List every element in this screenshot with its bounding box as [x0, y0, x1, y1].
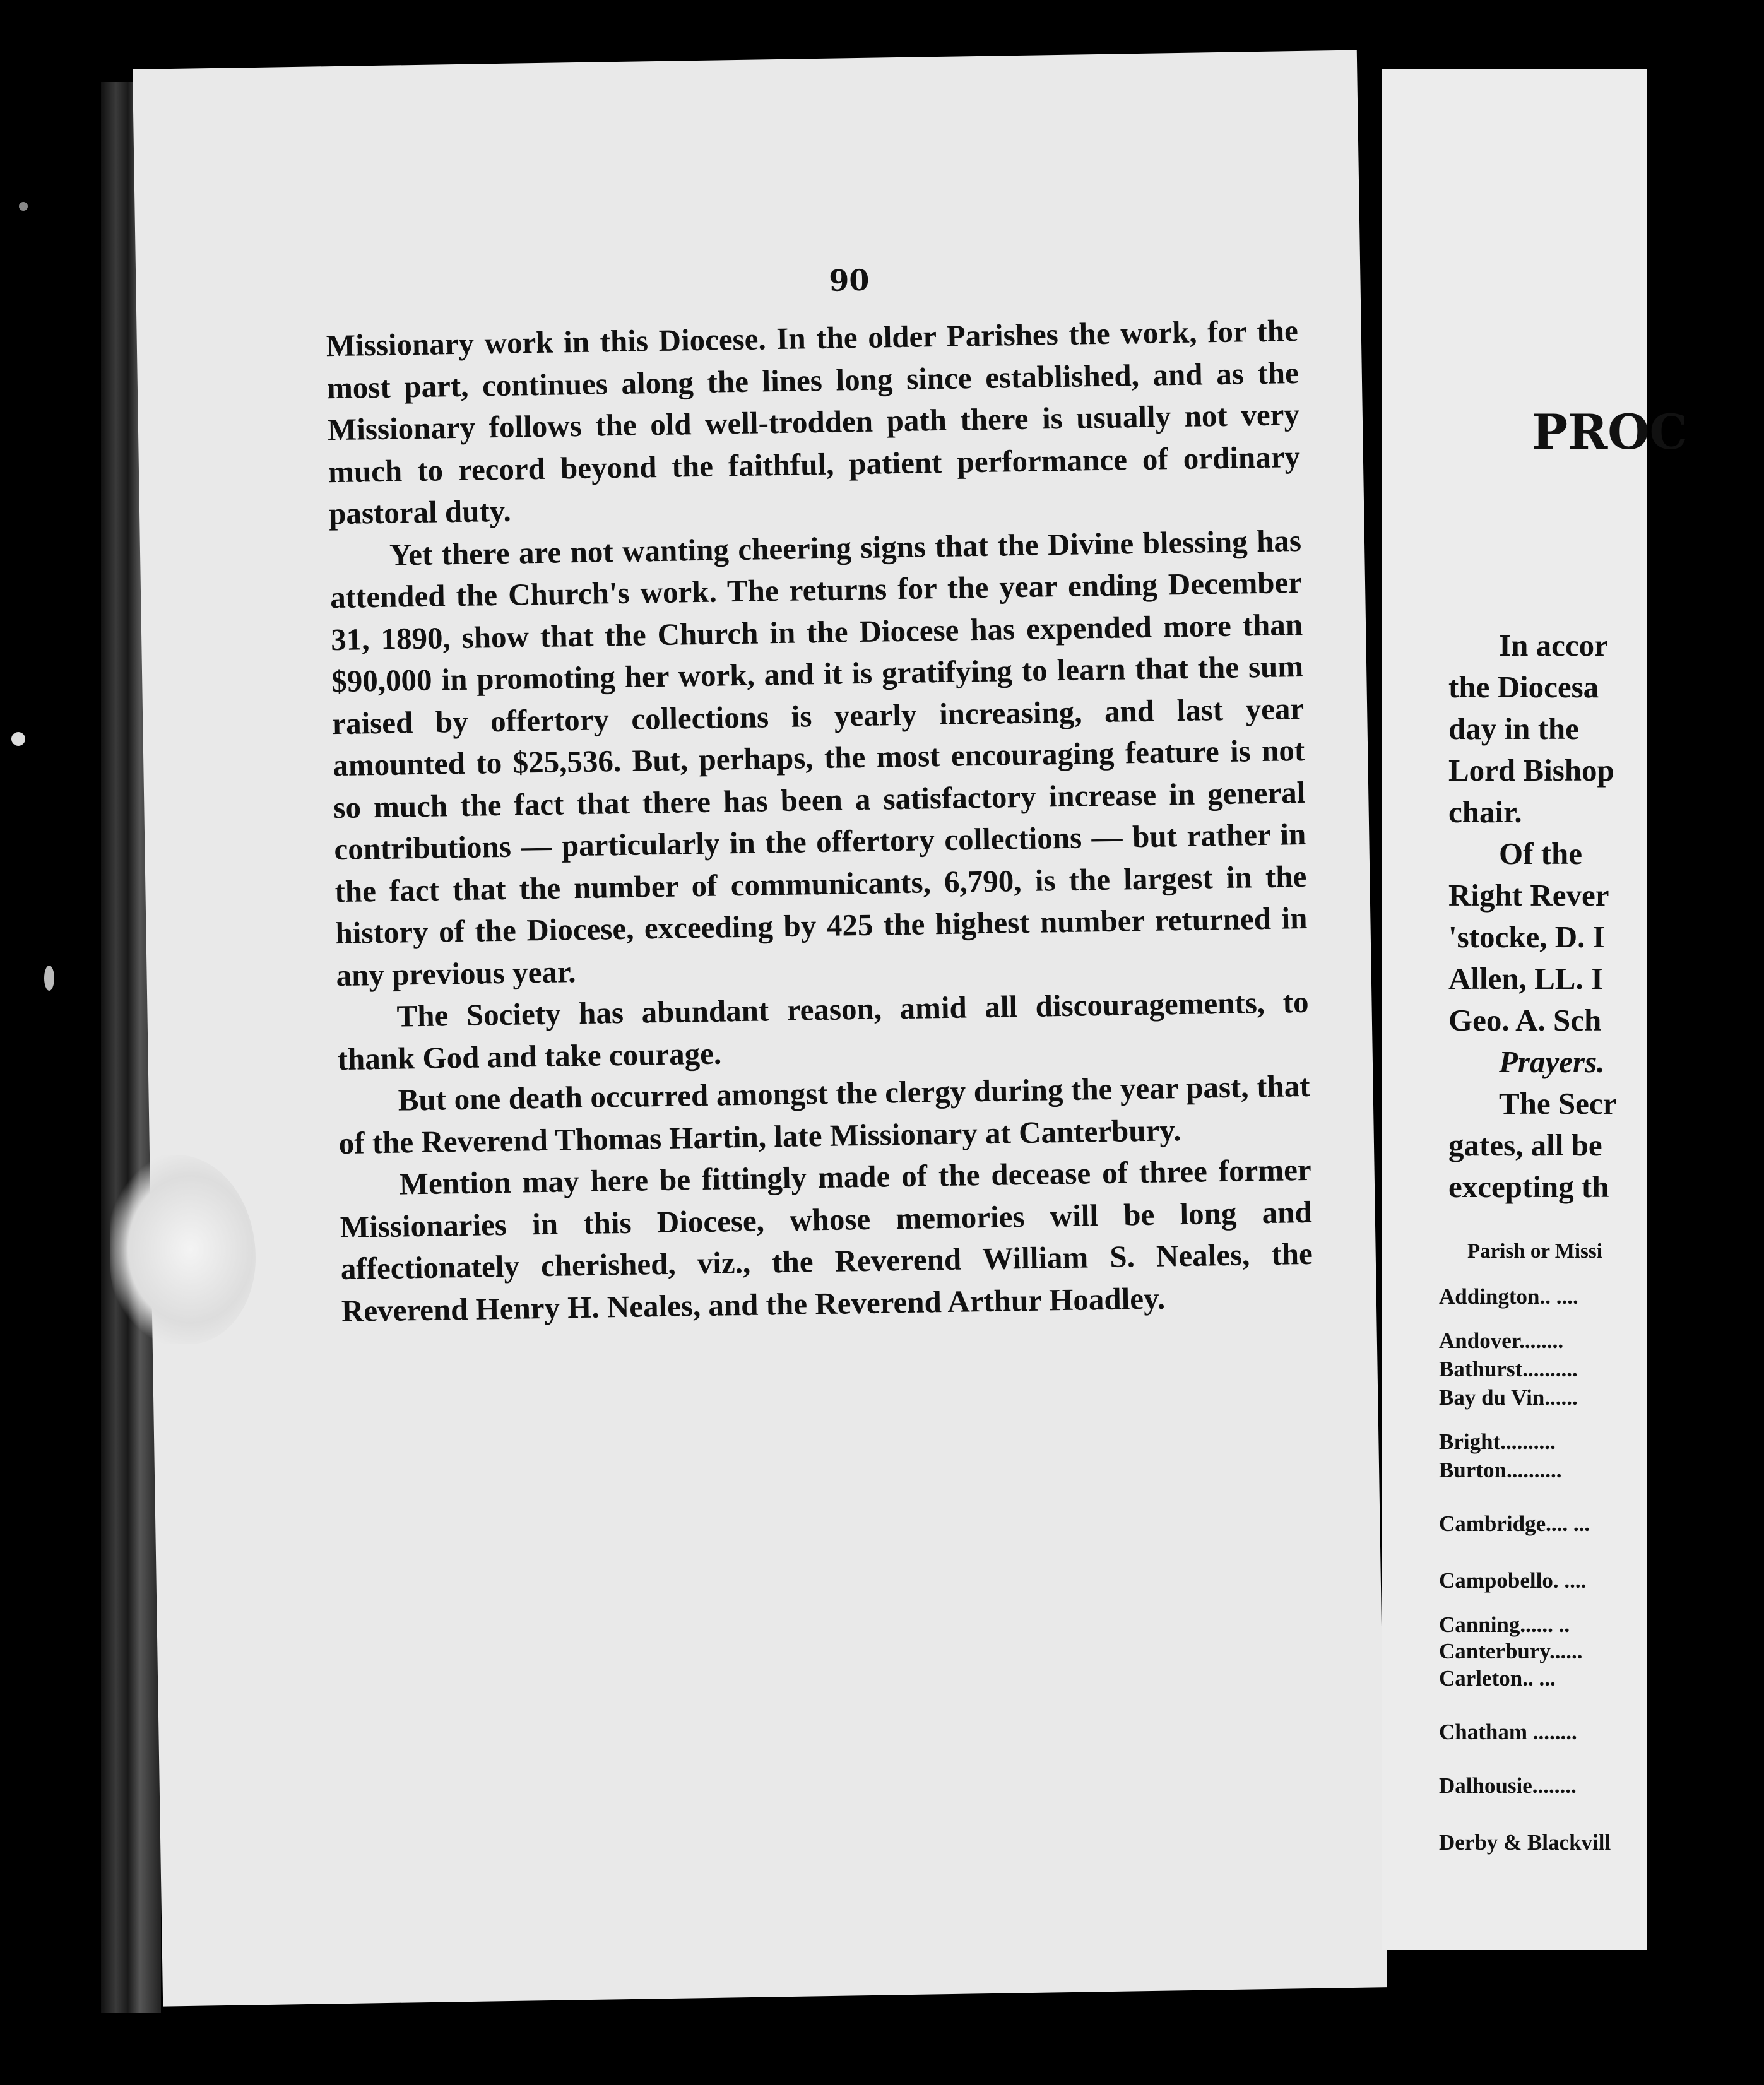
right-page-text — [1448, 625, 1764, 1208]
text-line: Prayers. — [1499, 1044, 1605, 1079]
parish-entry: Bright.......... — [1439, 1429, 1556, 1454]
right-page-heading: PROC — [1532, 404, 1688, 460]
page-number: 90 — [828, 263, 870, 298]
parish-entry: Burton.......... — [1439, 1458, 1562, 1482]
dust-speck — [44, 966, 54, 991]
text-line: chair. — [1448, 794, 1522, 829]
text-line: In accor — [1499, 628, 1608, 663]
right-page — [1382, 69, 1688, 1950]
parish-entry: Canterbury...... — [1439, 1639, 1583, 1663]
parish-entry: Andover........ — [1439, 1328, 1564, 1353]
text-line: Of the — [1499, 836, 1582, 871]
parish-entry: Carleton.. ... — [1439, 1666, 1556, 1691]
parish-entry: Dalhousie........ — [1439, 1773, 1577, 1798]
body-text — [326, 310, 1313, 1332]
text-line: Right Rever — [1448, 878, 1609, 913]
parish-entry: Bathurst.......... — [1439, 1357, 1578, 1381]
paragraph: Mention may here be fittingly made of the decease of three former Missionaries in this Diocese, whose memories will be long and affectionately cherished, viz., the Reverend William S. Neales, the Reverend Henry H. Neales, and the Reverend Arthur Hoadley. — [340, 1152, 1313, 1328]
table-header: Parish or Missi — [1467, 1240, 1602, 1263]
text-line: gates, all be — [1448, 1128, 1602, 1162]
text-line: the Diocesa — [1448, 670, 1599, 704]
dust-speck — [11, 732, 25, 746]
text-line: Geo. A. Sch — [1448, 1003, 1602, 1037]
paragraph: Yet there are not wanting cheering signs that the Divine blessing has attended the Church's work. The returns for the year ending December 31, 1890, show that the Church in the Diocese has expended more than $90,000 in promoting her work, and it is gratifying to learn that the sum raised by offertory collections is yearly increasing, and last year amounted to $25,536. But, perhaps, the most encouraging feature is not so much the fact that there has been a satisfactory increase in general contributions — particularly in the offertory collections — but rather in the fact that the number of communicants, 6,790, is the largest in the history of the Diocese, exceeding by 425 the highest number returned in any previous year. — [329, 523, 1308, 993]
text-line: 'stocke, D. I — [1448, 919, 1605, 954]
text-line: day in the — [1448, 711, 1579, 746]
left-page — [133, 50, 1387, 2007]
text-line: The Secr — [1499, 1086, 1617, 1121]
parish-entry: Chatham ........ — [1439, 1720, 1577, 1744]
paragraph: But one death occurred amongst the clergy during the year past, that of the Reverend Thomas Hartin, late Missionary at Canterbury. — [338, 1068, 1310, 1161]
text-line: Allen, LL. I — [1448, 961, 1604, 996]
parish-entry: Bay du Vin...... — [1439, 1385, 1578, 1410]
text-line: Lord Bishop — [1448, 753, 1614, 788]
parish-entry: Derby & Blackvill — [1439, 1830, 1611, 1855]
dust-speck — [19, 202, 28, 211]
paragraph: The Society has abundant reason, amid all discouragements, to thank God and take courage. — [337, 984, 1309, 1077]
parish-entry: Cambridge.... ... — [1439, 1511, 1590, 1536]
paragraph: Missionary work in this Diocese. In the older Parishes the work, for the most part, continues along the lines long since established, and as the Missionary follows the old well-trodden path there is usually not very much to record beyond the faithful, patient performance of ordinary pastoral duty. — [326, 313, 1301, 531]
parish-entry: Canning...... .. — [1439, 1612, 1570, 1637]
parish-entry: Addington.. .... — [1439, 1284, 1578, 1309]
parish-entry: Campobello. .... — [1439, 1568, 1587, 1593]
text-line: excepting th — [1448, 1169, 1609, 1204]
